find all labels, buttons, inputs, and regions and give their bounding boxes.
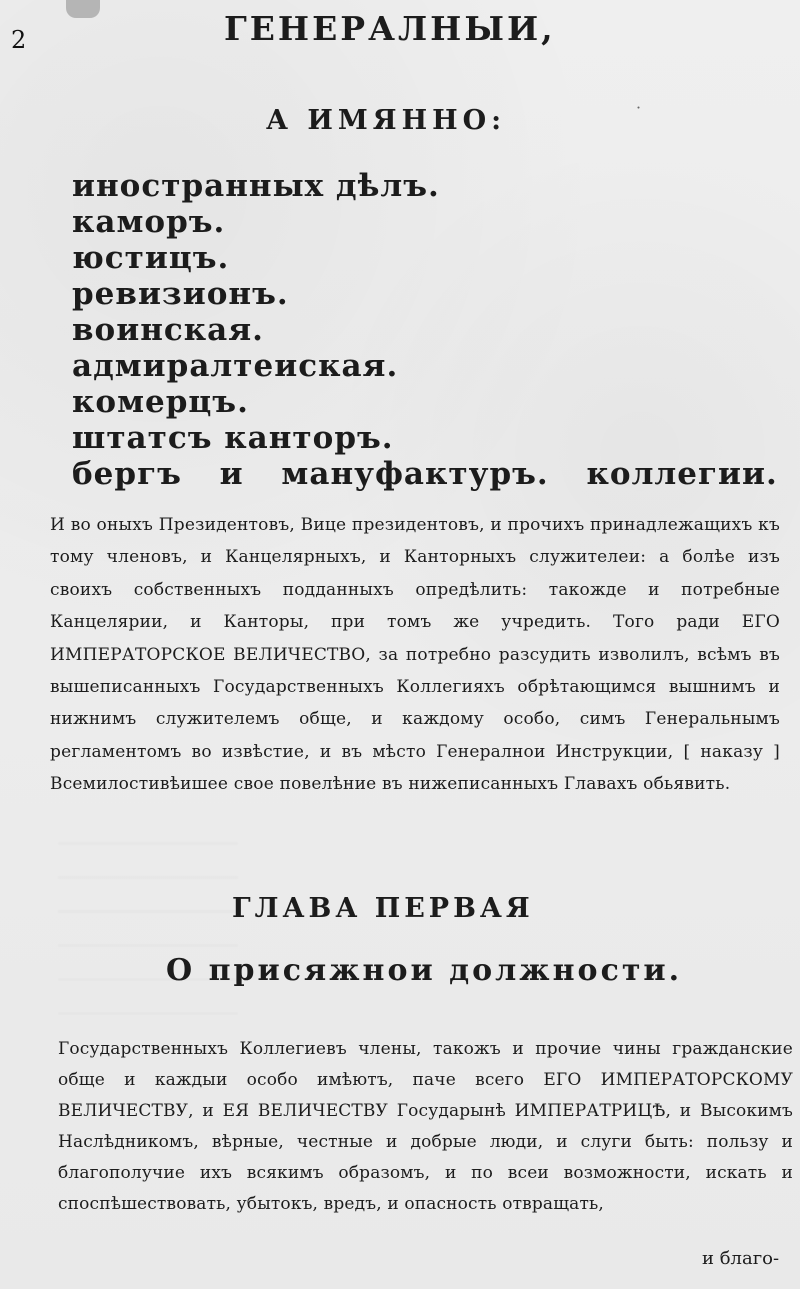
show-through-text (58, 826, 238, 1021)
college-item: иностранных дѣлъ. (72, 168, 440, 204)
college-item: каморъ. (72, 204, 226, 240)
chapter-subtitle: О присяжнои должности. (166, 953, 683, 988)
college-item: штатсъ канторъ. (72, 420, 394, 456)
college-list (72, 168, 778, 492)
college-item: воинская. (72, 312, 264, 348)
chapter-title: ГЛАВА ПЕРВАЯ (232, 893, 534, 924)
running-head: ГЕНЕРАЛНЫИ, (224, 9, 556, 48)
subhead: А ИМЯННО: (266, 105, 507, 136)
college-item: комерцъ. (72, 384, 249, 420)
college-item: адмиралтеиская. (72, 348, 399, 384)
college-item: ревизионъ. (72, 276, 289, 312)
college-item: бергъ и мануфактуръ. коллегии. (72, 456, 778, 492)
page-marker: 2 (11, 26, 27, 54)
college-item: юстицъ. (72, 240, 230, 276)
top-left-binding-mark (66, 0, 100, 18)
body-paragraph-2: Государственныхъ Коллегиевъ члены, такожъ и прочие чины гражданские обще и каждыи особо имѣютъ, паче всего ЕГО ИМПЕРАТОРСКОМУ ВЕЛИЧЕСТВУ, и ЕЯ ВЕЛИЧЕСТВУ Государынѣ ИМПЕРАТРИЦѢ, и Высокимъ Наслѣдникомъ, вѣрные, честные и добрые люди, и слуги быть: пользу и благополучие ихъ всякимъ образомъ, и по всеи возможности, искать и споспѣшествовать, убытокъ, вредъ, и опасность отвращать, (58, 1039, 793, 1214)
catchword: и благо- (702, 1248, 780, 1269)
page-speck: ˙ (634, 104, 643, 125)
body-paragraph-1: И во оныхъ Президентовъ, Вице президентовъ, и прочихъ принадлежащихъ къ тому членовъ, и Канцелярныхъ, и Канторныхъ служителеи: а болѣе изъ своихъ собственныхъ подданныхъ опредѣлить: такожде и потребные Канцелярии, и Канторы, при томъ же учредить. Того ради ЕГО ИМПЕРАТОРСКОЕ ВЕЛИЧЕСТВО, за потребно разсудить изволилъ, всѣмъ въ вышеписанныхъ Государственныхъ Коллегияхъ обрѣтающимся вышнимъ и нижнимъ служителемъ обще, и каждому особо, симъ Генеральнымъ регламентомъ во извѣстие, и въ мѣсто Генералнои Инструкции, [ наказу ] Всемилостивѣишее свое повелѣние въ нижеписанныхъ Главахъ обьявить. (50, 515, 780, 795)
